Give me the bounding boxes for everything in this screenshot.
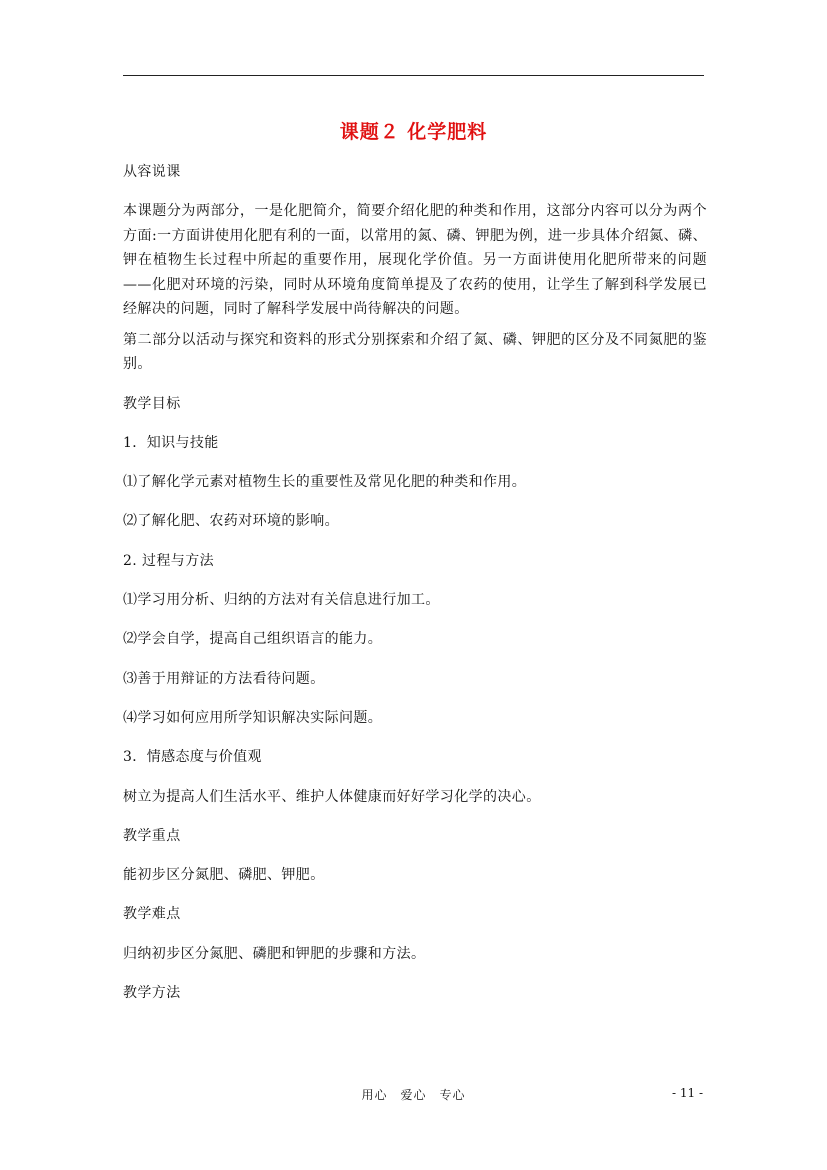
goal-emotion-values: 3．情感态度与价值观 (123, 749, 262, 766)
goal-process-methods: 2. 过程与方法 (123, 552, 215, 569)
heading-teaching-goals: 教学目标 (123, 395, 181, 412)
goal-knowledge-skills: 1．知识与技能 (123, 434, 219, 451)
heading-key-points: 教学重点 (123, 827, 181, 844)
goal-item: 树立为提高人们生活水平、维护人体健康而好好学习化学的决心。 (123, 788, 541, 805)
key-points-text: 能初步区分氮肥、磷肥、钾肥。 (123, 867, 325, 884)
paragraph-part-one: 本课题分为两部分，一是化肥简介，简要介绍化肥的种类和作用，这部分内容可以分为两个方面:一方面讲使用化肥有利的一面，以常用的氮、磷、钾肥为例，进一步具体介绍氮、磷、钾在植物生长过程中所起的重要作用，展现化学价值。另一方面讲使用化肥所带来的问题——化肥对环境的污染，同时从环境角度简单提及了农药的使用，让学生了解到科学发展已经解决的问题，同时了解科学发展中尚待解决的问题。 (123, 203, 707, 318)
footer-motto: 用心 爱心 专心 (361, 1088, 466, 1102)
page-title: 课题２ 化学肥料 (339, 121, 488, 143)
goal-item: ⑶善于用辩证的方法看待问题。 (123, 670, 325, 687)
heading-teaching-methods: 教学方法 (123, 985, 181, 1002)
goal-item: ⑵学会自学，提高自己组织语言的能力。 (123, 631, 383, 648)
heading-difficulties: 教学难点 (123, 906, 181, 923)
page-number: - 11 - (671, 1086, 703, 1100)
document-body (123, 160, 707, 1006)
header-rule (123, 75, 704, 76)
goal-item: ⑷学习如何应用所学知识解决实际问题。 (123, 709, 383, 726)
difficulties-text: 归纳初步区分氮肥、磷肥和钾肥的步骤和方法。 (123, 945, 426, 962)
goal-item: ⑴学习用分析、归纳的方法对有关信息进行加工。 (123, 592, 440, 609)
goal-item: ⑴了解化学元素对植物生长的重要性及常见化肥的种类和作用。 (123, 474, 527, 491)
heading-course-intro: 从容说课 (123, 164, 181, 180)
paragraph-part-two: 第二部分以活动与探究和资料的形式分别探索和介绍了氮、磷、钾肥的区分及不同氮肥的鉴别。 (123, 331, 707, 373)
goal-item: ⑵了解化肥、农药对环境的影响。 (123, 513, 339, 530)
